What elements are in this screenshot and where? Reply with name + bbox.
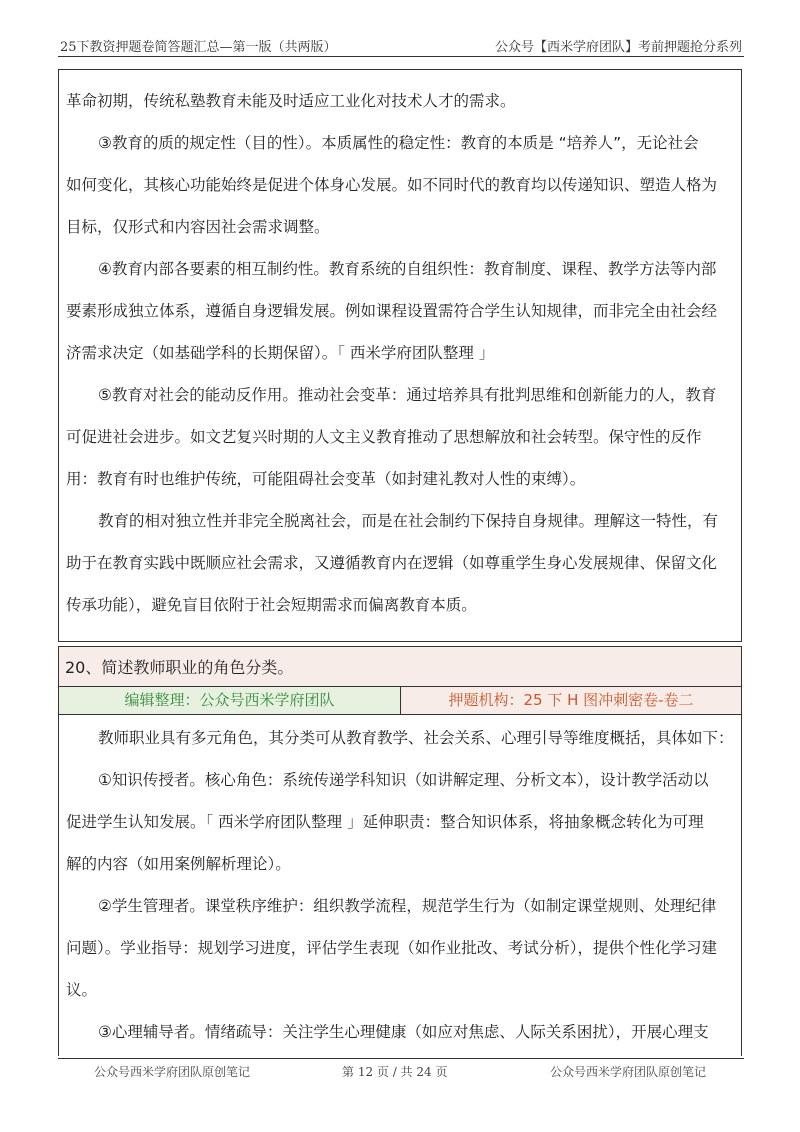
text-line: 促进学生认知发展。「 西米学府团队整理 」延伸职责：整合知识体系，将抽象概念转化为可理: [66, 813, 704, 831]
text-line: ③心理辅导者。情绪疏导：关注学生心理健康（如应对焦虑、人际关系困扰），开展心理支: [98, 1023, 709, 1041]
s1-paragraph-5: [66, 500, 738, 626]
page-number: 第 12 页 / 共 24 页: [342, 1065, 448, 1079]
editor-credit: 编辑整理：公众号西米学府团队: [59, 687, 401, 714]
header-doc-title: 25下教资押题卷简答题汇总—第一版（共两版）: [60, 40, 337, 55]
text-line: ②学生管理者。课堂秩序维护：组织教学流程，规范学生行为（如制定课堂规则、处理纪律: [98, 897, 717, 915]
text-line: 济需求决定（如基础学科的长期保留）。「 西米学府团队整理 」: [66, 344, 495, 362]
text-line: 可促进社会进步。如文艺复兴时期的人文主义教育推动了思想解放和社会转型。保守性的反作: [66, 428, 702, 446]
question-meta-row: [59, 687, 741, 715]
answer-box-continued: [58, 69, 742, 642]
text-line: 解的内容（如用案例解析理论）。: [66, 855, 291, 873]
s1-paragraph-4: [66, 374, 738, 500]
text-line: 目标，仅形式和内容因社会需求调整。: [66, 218, 330, 236]
footer-left: 公众号西米学府团队原创笔记: [94, 1065, 251, 1079]
question-20-box: [58, 646, 742, 1056]
s1-paragraph-3: [66, 248, 738, 374]
question-title: 20、简述教师职业的角色分类。: [59, 647, 741, 687]
text-line: 要素形成独立体系，遵循自身逻辑发展。例如课程设置需符合学生认知规律，而非完全由社会经: [66, 302, 718, 320]
text-line: ⑤教育对社会的能动反作用。推动社会变革：通过培养具有批判思维和创新能力的人，教育: [98, 386, 717, 404]
text-line: 助于在教育实践中既顺应社会需求，又遵循教育内在逻辑（如尊重学生身心发展规律、保留文化: [66, 554, 718, 572]
s2-paragraph-3: [66, 885, 738, 1011]
s1-paragraph-2: [66, 122, 738, 248]
header-series-title: 公众号【西米学府团队】考前押题抢分系列: [494, 40, 742, 55]
s1-paragraph-1: [66, 80, 738, 122]
text-line: ④教育内部各要素的相互制约性。教育系统的自组织性：教育制度、课程、教学方法等内部: [98, 260, 717, 278]
text-line: ①知识传授者。核心角色：系统传递学科知识（如讲解定理、分析文本），设计教学活动以: [98, 771, 709, 789]
s2-paragraph-1: [66, 717, 738, 759]
text-line: 教师职业具有多元角色，其分类可从教育教学、社会关系、心理引导等维度概括，具体如下：: [98, 729, 734, 747]
text-line: 革命初期，传统私塾教育未能及时适应工业化对技术人才的需求。: [66, 92, 516, 110]
page-footer: [58, 1058, 744, 1079]
text-line: ③教育的质的规定性（目的性）。本质属性的稳定性：教育的本质是 “培养人”，无论社会: [98, 134, 699, 152]
text-line: 用：教育有时也维护传统，可能阻碍社会变革（如封建礼教对人性的束缚）。: [66, 470, 586, 488]
page-header: [58, 34, 744, 57]
s2-paragraph-4: [66, 1011, 738, 1053]
footer-right: 公众号西米学府团队原创笔记: [550, 1065, 707, 1079]
text-line: 如何变化，其核心功能始终是促进个体身心发展。如不同时代的教育均以传递知识、塑造人格为: [66, 176, 718, 194]
text-line: 议。: [66, 981, 98, 999]
s2-paragraph-2: [66, 759, 738, 885]
text-line: 传承功能），避免盲目依附于社会短期需求而偏离教育本质。: [66, 596, 477, 614]
text-line: 问题）。学业指导：规划学习进度，评估学生表现（如作业批改、考试分析），提供个性化学习建: [66, 939, 718, 957]
source-credit: 押题机构：25 下 H 图冲刺密卷-卷二: [401, 687, 741, 714]
text-line: 教育的相对独立性并非完全脱离社会，而是在社会制约下保持自身规律。理解这一特性，有: [98, 512, 719, 530]
